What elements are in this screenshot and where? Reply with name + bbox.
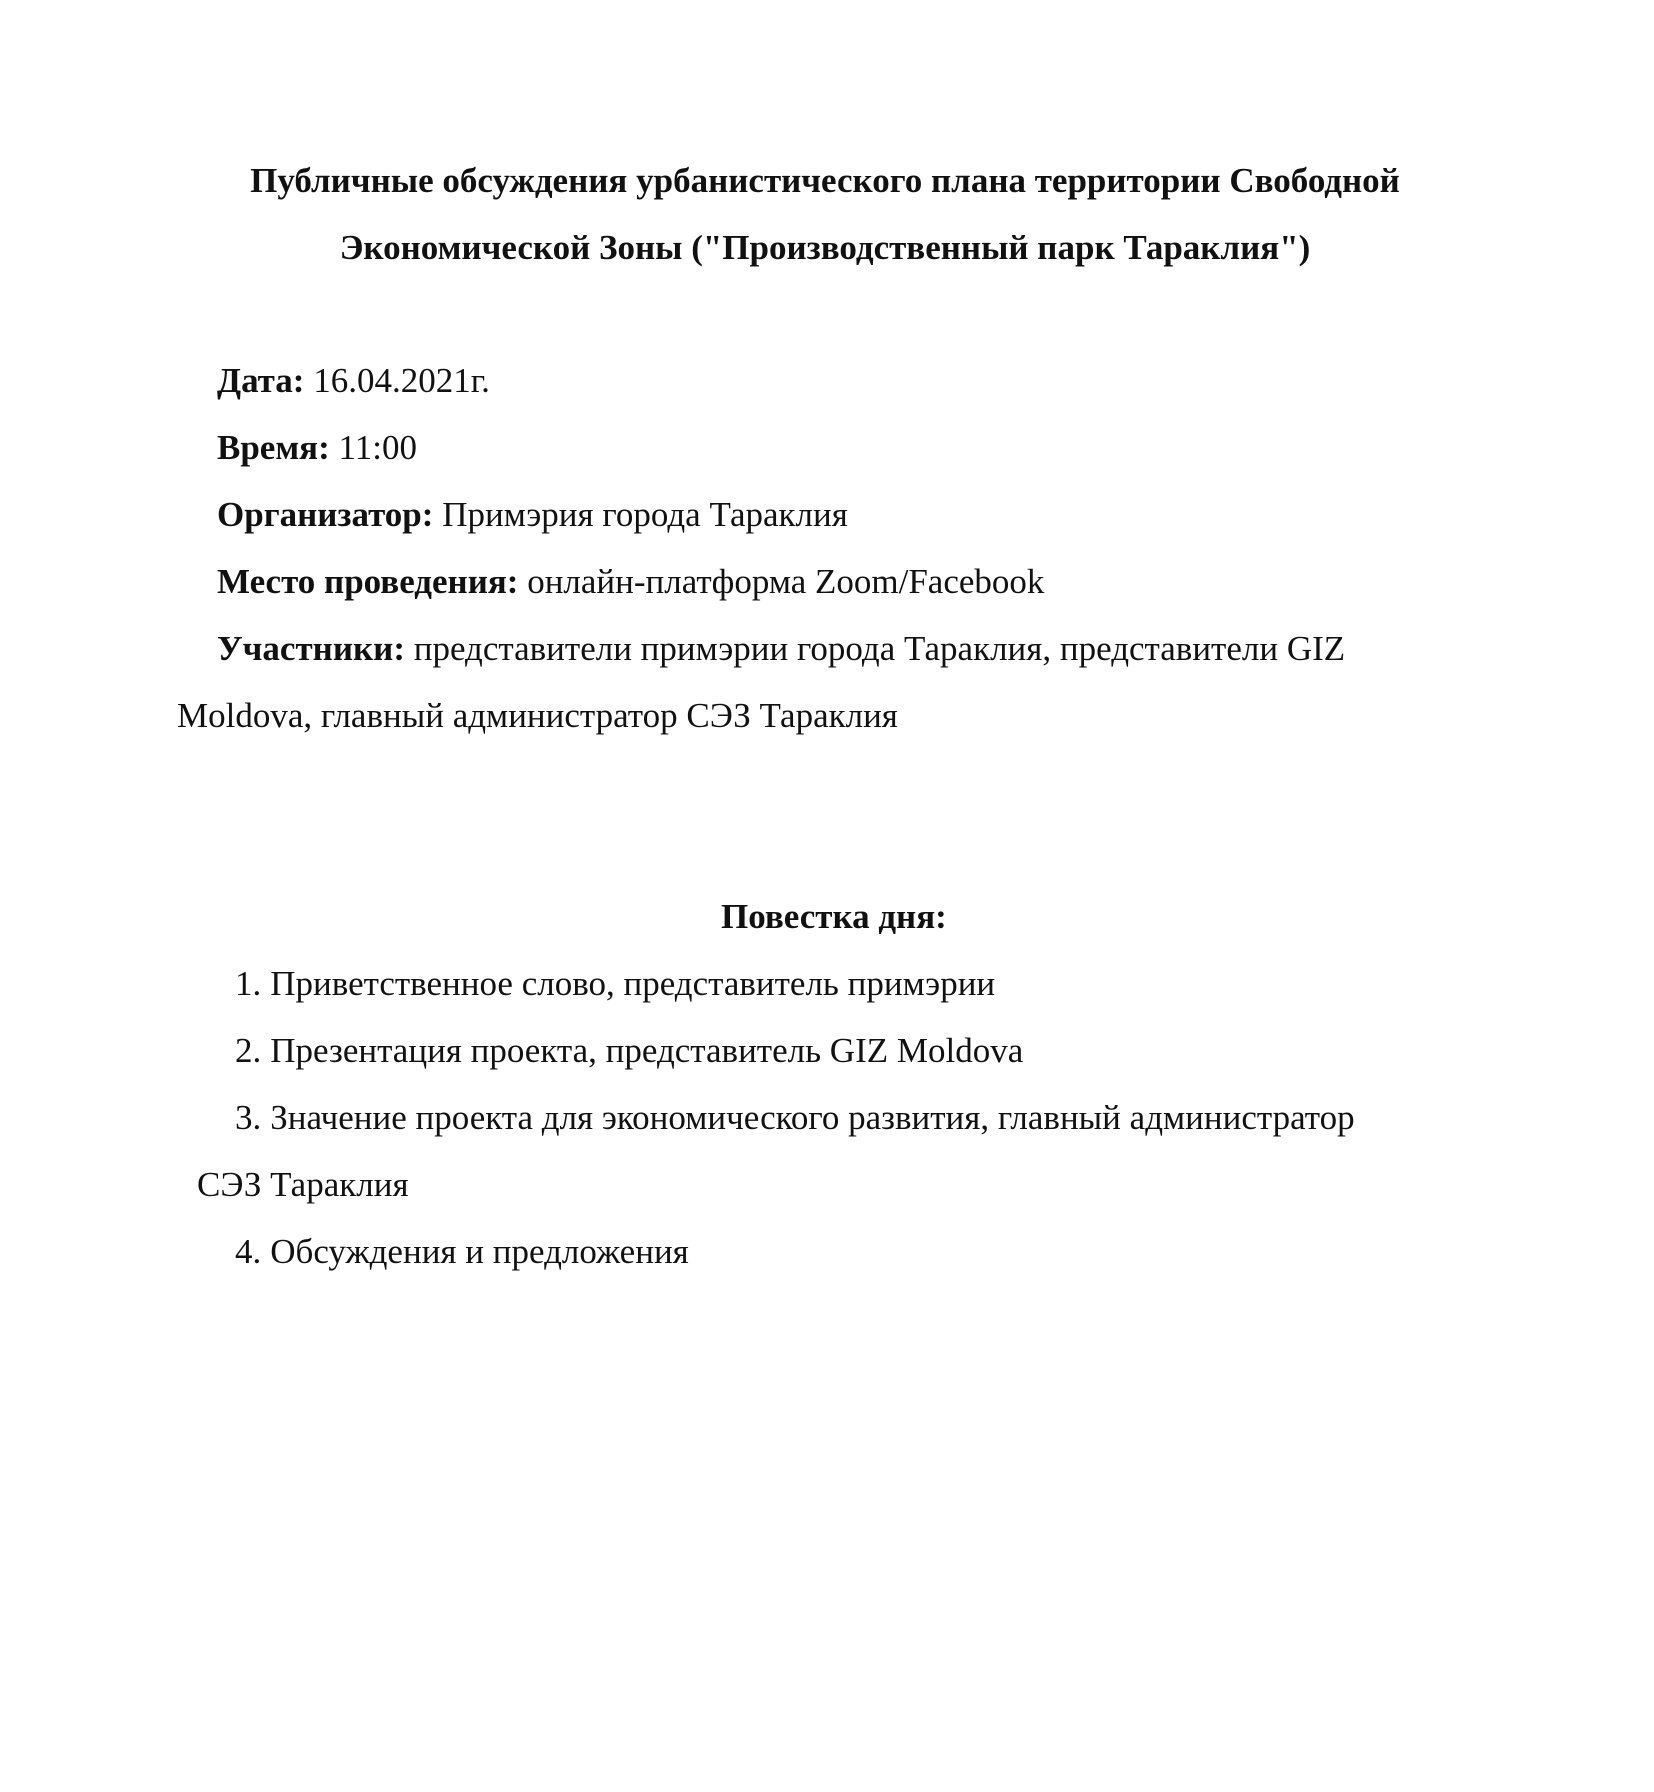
agenda-item-number: 2. <box>235 1031 262 1070</box>
agenda-item-number: 1. <box>235 964 262 1003</box>
document-title-line-1: Публичные обсуждения урбанистического плана территории Свободной <box>250 161 1400 200</box>
agenda-item <box>235 1098 1355 1138</box>
place-value: онлайн-платформа Zoom/Facebook <box>518 562 1045 601</box>
participants-label: Участники: <box>217 629 405 668</box>
time-value: 11:00 <box>329 428 417 467</box>
agenda-item-text: Обсуждения и предложения <box>270 1232 689 1271</box>
info-participants <box>217 629 1345 669</box>
date-value: 16.04.2021г. <box>304 361 490 400</box>
info-organizer <box>217 495 848 535</box>
agenda-item-number: 3. <box>235 1098 262 1137</box>
participants-value-line-2: Moldova, главный администратор СЭЗ Тараклия <box>177 696 898 735</box>
participants-value-line-1: представители примэрии города Тараклия, представители GIZ <box>404 629 1346 668</box>
time-label: Время: <box>217 428 330 467</box>
agenda-item-text: Приветственное слово, представитель примэрии <box>270 964 996 1003</box>
agenda-item <box>235 964 995 1004</box>
agenda-item-text: Презентация проекта, представитель GIZ Moldova <box>270 1031 1024 1070</box>
agenda-item-text-continuation: СЭЗ Тараклия <box>197 1165 409 1204</box>
organizer-value: Примэрия города Тараклия <box>433 495 848 534</box>
agenda-item-text: Значение проекта для экономического развития, главный администратор <box>270 1098 1355 1137</box>
agenda-item <box>235 1232 689 1272</box>
agenda-title: Повестка дня: <box>721 897 947 936</box>
place-label: Место проведения: <box>217 562 519 601</box>
date-label: Дата: <box>217 361 305 400</box>
document-title-line-2: Экономической Зоны ("Производственный парк Тараклия") <box>339 228 1311 267</box>
organizer-label: Организатор: <box>217 495 434 534</box>
agenda-item <box>235 1031 1023 1071</box>
info-time <box>217 428 417 468</box>
info-place <box>217 562 1044 602</box>
info-date <box>217 361 490 401</box>
agenda-item-number: 4. <box>235 1232 262 1271</box>
